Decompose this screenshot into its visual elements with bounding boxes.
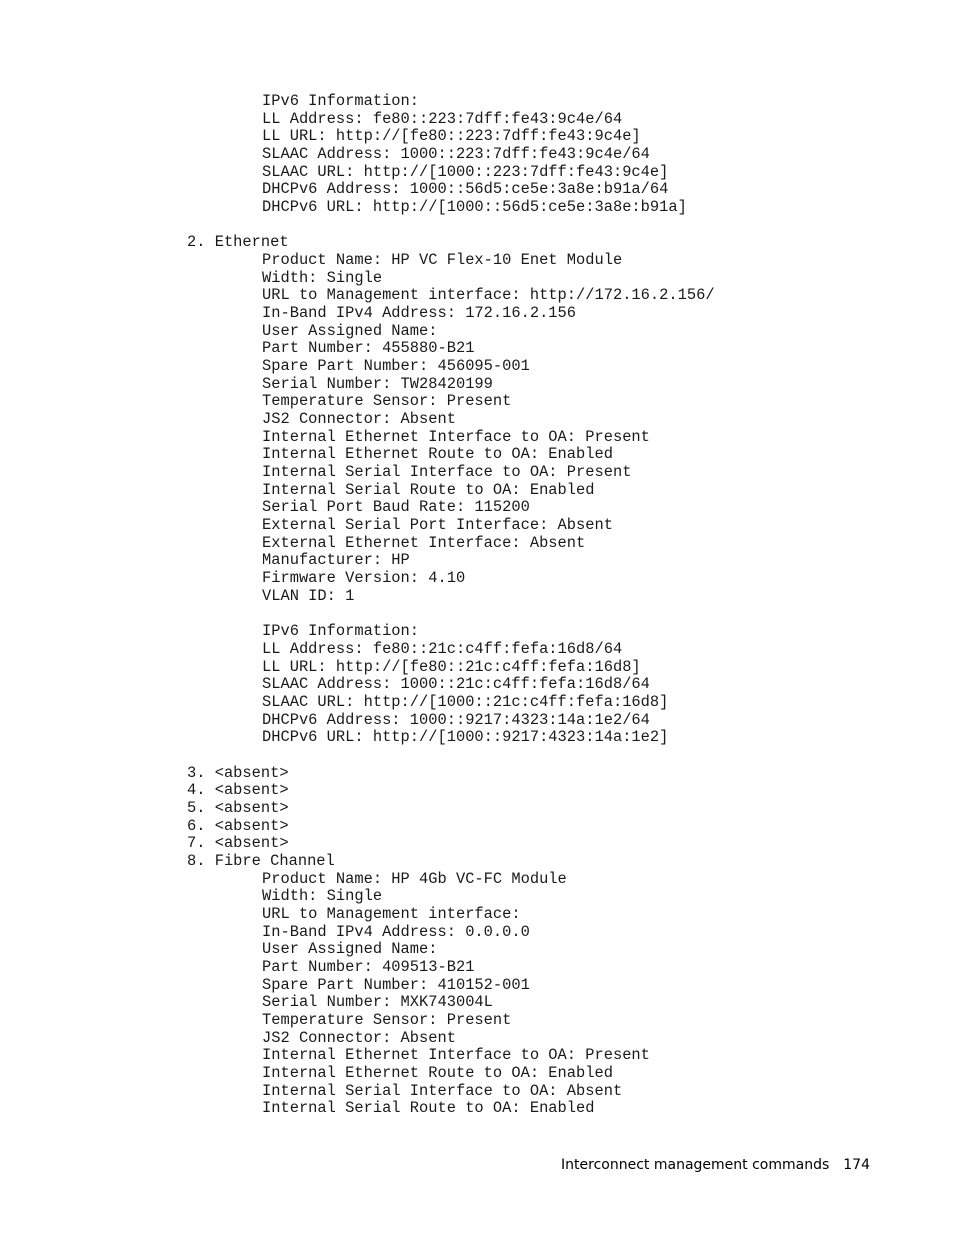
output-line: DHCPv6 URL: http://[1000::56d5:ce5e:3a8e:b91a] <box>262 198 687 217</box>
output-line: 2. Ethernet <box>187 233 289 252</box>
output-line: In-Band IPv4 Address: 0.0.0.0 <box>262 922 530 941</box>
output-line: Internal Serial Interface to OA: Present <box>262 463 632 482</box>
output-line: Internal Ethernet Route to OA: Enabled <box>262 445 613 464</box>
output-line: 4. <absent> <box>187 781 289 800</box>
output-line: 8. Fibre Channel <box>187 851 335 870</box>
output-line: External Ethernet Interface: Absent <box>262 533 586 552</box>
output-line: SLAAC URL: http://[1000::21c:c4ff:fefa:16d8] <box>262 692 669 711</box>
output-line: Internal Ethernet Route to OA: Enabled <box>262 1063 613 1082</box>
blank-line <box>0 605 715 623</box>
output-line: Part Number: 455880-B21 <box>262 339 475 358</box>
output-line: VLAN ID: 1 <box>262 586 355 605</box>
footer-section-title: Interconnect management commands <box>561 1157 830 1173</box>
output-line: Temperature Sensor: Present <box>262 392 512 411</box>
output-line: URL to Management interface: <box>262 904 521 923</box>
output-line: User Assigned Name: <box>262 321 438 340</box>
output-line: Internal Ethernet Interface to OA: Present <box>262 1046 650 1065</box>
output-line: Spare Part Number: 456095-001 <box>262 357 530 376</box>
output-line: SLAAC Address: 1000::223:7dff:fe43:9c4e/64 <box>262 145 650 164</box>
output-line: LL URL: http://[fe80::21c:c4ff:fefa:16d8] <box>262 657 641 676</box>
output-line: Internal Ethernet Interface to OA: Present <box>262 427 650 446</box>
output-line: Serial Number: TW28420199 <box>262 374 493 393</box>
output-line: Width: Single <box>262 268 383 287</box>
output-line: 3. <absent> <box>187 763 289 782</box>
command-output-listing <box>0 93 715 1118</box>
output-line: IPv6 Information: <box>262 92 420 110</box>
output-line: DHCPv6 Address: 1000::56d5:ce5e:3a8e:b91a/64 <box>262 180 669 199</box>
output-line: Spare Part Number: 410152-001 <box>262 975 530 994</box>
output-line: Width: Single <box>262 887 383 906</box>
output-line: Part Number: 409513-B21 <box>262 957 475 976</box>
output-line: In-Band IPv4 Address: 172.16.2.156 <box>262 304 577 323</box>
output-line: Firmware Version: 4.10 <box>262 569 466 588</box>
output-line: URL to Management interface: http://172.16.2.156/ <box>262 286 715 305</box>
output-line: JS2 Connector: Absent <box>262 410 456 429</box>
output-line: DHCPv6 URL: http://[1000::9217:4323:14a:1e2] <box>262 728 669 747</box>
output-line: External Serial Port Interface: Absent <box>262 516 613 535</box>
output-line: DHCPv6 Address: 1000::9217:4323:14a:1e2/64 <box>262 710 650 729</box>
output-line: Product Name: HP 4Gb VC-FC Module <box>262 869 567 888</box>
output-line: 6. <absent> <box>187 816 289 835</box>
output-line: LL URL: http://[fe80::223:7dff:fe43:9c4e] <box>262 127 641 146</box>
blank-line <box>0 747 715 765</box>
output-line: Product Name: HP VC Flex-10 Enet Module <box>262 251 623 270</box>
output-line: Internal Serial Interface to OA: Absent <box>262 1081 623 1100</box>
output-line: IPv6 Information: <box>262 622 420 641</box>
output-line: SLAAC URL: http://[1000::223:7dff:fe43:9c4e] <box>262 162 669 181</box>
output-line: Internal Serial Route to OA: Enabled <box>262 480 595 499</box>
output-line: Serial Number: MXK743004L <box>262 993 493 1012</box>
page-number: 174 <box>843 1157 870 1173</box>
output-line: LL Address: fe80::223:7dff:fe43:9c4e/64 <box>262 109 623 128</box>
output-line: SLAAC Address: 1000::21c:c4ff:fefa:16d8/64 <box>262 675 650 694</box>
output-line: Internal Serial Route to OA: Enabled <box>262 1099 595 1118</box>
blank-line <box>0 217 715 235</box>
output-line: Manufacturer: HP <box>262 551 410 570</box>
output-line: LL Address: fe80::21c:c4ff:fefa:16d8/64 <box>262 639 623 658</box>
output-line: 7. <absent> <box>187 834 289 853</box>
output-line: JS2 Connector: Absent <box>262 1028 456 1047</box>
output-line: 5. <absent> <box>187 798 289 817</box>
output-line: User Assigned Name: <box>262 940 438 959</box>
output-line: Temperature Sensor: Present <box>262 1010 512 1029</box>
output-line: Serial Port Baud Rate: 115200 <box>262 498 530 517</box>
page-footer <box>561 1157 870 1173</box>
